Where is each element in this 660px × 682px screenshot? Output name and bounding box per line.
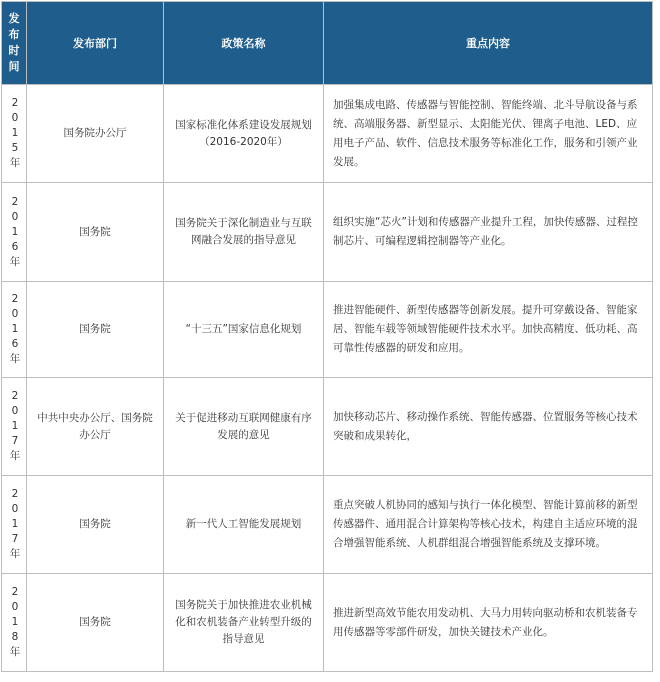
vertical-char: 年	[9, 255, 21, 268]
row-dept: 国务院	[27, 574, 164, 672]
table-row	[2, 476, 653, 574]
vertical-char: 间	[8, 60, 20, 73]
vertical-char: 2	[11, 97, 19, 109]
vertical-char: 1	[11, 518, 19, 530]
vertical-char: 7	[11, 533, 19, 545]
table-row	[2, 183, 653, 282]
table-row	[2, 85, 653, 183]
row-dept: 国务院	[27, 282, 164, 378]
vertical-char: 1	[11, 127, 19, 139]
row-year	[2, 574, 27, 672]
row-dept: 中共中央办公厅、国务院办公厅	[27, 378, 164, 476]
row-content: 加强集成电路、传感器与智能控制、智能终端、北斗导航设备与系统、高端服务器、新型显示、太阳能光伏、锂离子电池、LED、应用电子产品、软件、信息技术服务等标准化工作，服务和引领产业发展。	[324, 85, 653, 183]
vertical-char: 发	[8, 12, 20, 25]
row-dept: 国务院	[27, 183, 164, 282]
row-content: 推进新型高效节能农用发动机、大马力用转向驱动桥和农机装备专用传感器等零部件研发，加快关键技术产业化。	[324, 574, 653, 672]
vertical-char: 0	[11, 601, 19, 613]
policy-table	[1, 1, 653, 672]
vertical-char: 2	[11, 390, 19, 402]
table-header-row	[2, 2, 653, 85]
row-dept: 国务院办公厅	[27, 85, 164, 183]
header-dept: 发布部门	[27, 2, 164, 85]
vertical-char: 1	[11, 225, 19, 238]
row-policy-name: 国家标准化体系建设发展规划（2016-2020年）	[164, 85, 324, 183]
row-policy-name: 国务院关于加快推进农业机械化和农机装备产业转型升级的指导意见	[164, 574, 324, 672]
table-row	[2, 378, 653, 476]
vertical-char: 6	[11, 338, 19, 350]
vertical-char: 5	[11, 142, 19, 154]
header-year-text	[2, 11, 26, 75]
row-policy-name: 国务院关于深化制造业与互联网融合发展的指导意见	[164, 183, 324, 282]
vertical-char: 1	[11, 420, 19, 432]
vertical-char: 0	[11, 405, 19, 417]
vertical-char: 年	[9, 450, 21, 462]
table-row	[2, 574, 653, 672]
row-year	[2, 476, 27, 574]
row-content: 组织实施“芯火”计划和传感器产业提升工程，加快传感器、过程控制芯片、可编程逻辑控制器等产业化。	[324, 183, 653, 282]
table-row	[2, 282, 653, 378]
row-dept: 国务院	[27, 476, 164, 574]
header-year	[2, 2, 27, 85]
vertical-char: 0	[11, 308, 19, 320]
vertical-char: 8	[11, 631, 19, 643]
row-policy-name: 关于促进移动互联网健康有序发展的意见	[164, 378, 324, 476]
vertical-char: 年	[9, 646, 21, 658]
header-name: 政策名称	[164, 2, 324, 85]
vertical-char: 1	[11, 616, 19, 628]
vertical-char: 2	[11, 488, 19, 500]
vertical-char: 0	[11, 210, 19, 223]
row-policy-name: “十三五”国家信息化规划	[164, 282, 324, 378]
vertical-char: 2	[11, 293, 19, 305]
row-year	[2, 183, 27, 282]
row-content: 重点突破人机协同的感知与执行一体化模型、智能计算前移的新型传感器件、通用混合计算架构等核心技术，构建自主适应环境的混合增强智能系统、人机群组混合增强智能系统及支撑环境。	[324, 476, 653, 574]
vertical-char: 6	[11, 240, 19, 253]
row-content: 推进智能硬件、新型传感器等创新发展。提升可穿戴设备、智能家居、智能车载等领域智能硬件技术水平。加快高精度、低功耗、高可靠性传感器的研发和应用。	[324, 282, 653, 378]
vertical-char: 年	[9, 157, 21, 169]
header-content: 重点内容	[324, 2, 653, 85]
row-year	[2, 282, 27, 378]
vertical-char: 2	[11, 195, 19, 208]
vertical-char: 年	[9, 353, 21, 365]
row-policy-name: 新一代人工智能发展规划	[164, 476, 324, 574]
vertical-char: 0	[11, 503, 19, 515]
row-year	[2, 85, 27, 183]
vertical-char: 布	[8, 28, 20, 41]
row-content: 加快移动芯片、移动操作系统、智能传感器、位置服务等核心技术突破和成果转化，	[324, 378, 653, 476]
row-year	[2, 378, 27, 476]
vertical-char: 0	[11, 112, 19, 124]
vertical-char: 7	[11, 435, 19, 447]
vertical-char: 1	[11, 323, 19, 335]
vertical-char: 时	[8, 44, 20, 57]
vertical-char: 年	[9, 548, 21, 560]
vertical-char: 2	[11, 586, 19, 598]
